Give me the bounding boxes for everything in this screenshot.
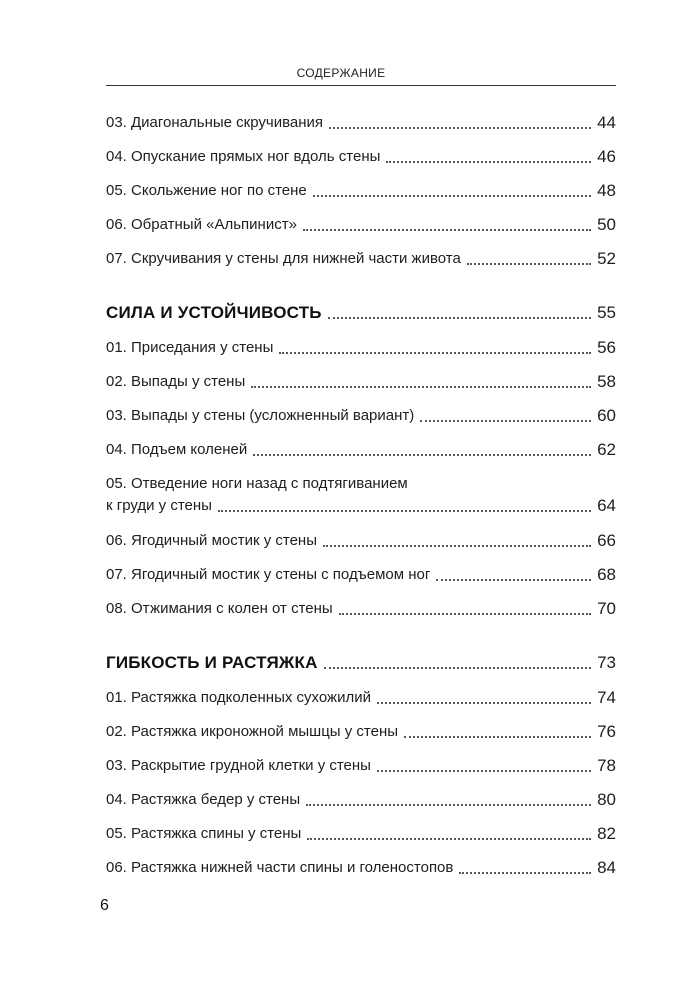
dot-leader — [420, 420, 591, 422]
toc-entry-page: 52 — [597, 249, 616, 268]
dot-leader — [386, 161, 591, 163]
toc-entry[interactable] — [106, 722, 616, 742]
toc-entry[interactable] — [106, 531, 616, 551]
toc-entry-page: 58 — [597, 372, 616, 391]
toc-entry[interactable] — [106, 790, 616, 810]
dot-leader — [404, 736, 591, 738]
toc-entry-label: 03. Диагональные скручивания — [106, 114, 324, 131]
toc-entry-page: 50 — [597, 215, 616, 234]
toc-entry-label: 05. Растяжка спины у стены — [106, 825, 302, 842]
toc-entry-label: 02. Выпады у стены — [106, 373, 246, 390]
dot-leader — [328, 317, 591, 319]
dot-leader — [459, 872, 591, 874]
toc-entry-label: 06. Обратный «Альпинист» — [106, 216, 297, 233]
dot-leader — [306, 804, 591, 806]
toc-entry-label: 07. Скручивания у стены для нижней части живота — [106, 250, 461, 267]
toc-entry[interactable] — [106, 181, 616, 201]
toc-entry-page: 66 — [597, 531, 616, 550]
toc-entry[interactable] — [106, 599, 616, 619]
toc-entry-label: 01. Растяжка подколенных сухожилий — [106, 689, 371, 706]
toc-entry-label: 04. Опускание прямых ног вдоль стены — [106, 148, 381, 165]
section-page: 55 — [597, 303, 616, 322]
toc-entry-page: 62 — [597, 440, 616, 459]
dot-leader — [323, 545, 591, 547]
dot-leader — [339, 613, 591, 615]
running-header: СОДЕРЖАНИЕ — [296, 66, 386, 80]
toc-entry[interactable] — [106, 496, 616, 516]
dot-leader — [329, 127, 591, 129]
toc-entry-label: 03. Раскрытие грудной клетки у стены — [106, 757, 371, 774]
toc-entry[interactable] — [106, 824, 616, 844]
toc-entry[interactable] — [106, 565, 616, 585]
toc-entry-page: 44 — [597, 113, 616, 132]
dot-leader — [313, 195, 591, 197]
toc-section-heading[interactable] — [106, 303, 616, 323]
toc-entry[interactable] — [106, 147, 616, 167]
toc-entry[interactable] — [106, 249, 616, 269]
toc-entry-label: 04. Подъем коленей — [106, 441, 248, 458]
dot-leader — [307, 838, 591, 840]
dot-leader — [377, 770, 591, 772]
section-page: 73 — [597, 653, 616, 672]
header-rule — [106, 85, 616, 86]
toc-entry-page: 76 — [597, 722, 616, 741]
toc-entry-page: 68 — [597, 565, 616, 584]
dot-leader — [377, 702, 591, 704]
toc-entry[interactable] — [106, 688, 616, 708]
dot-leader — [467, 263, 591, 265]
dot-leader — [218, 510, 591, 512]
toc-entry-label: 08. Отжимания с колен от стены — [106, 600, 333, 617]
toc-entry-page: 74 — [597, 688, 616, 707]
toc-entry-label: 04. Растяжка бедер у стены — [106, 791, 301, 808]
toc-entry-page: 80 — [597, 790, 616, 809]
page-number: 6 — [100, 897, 109, 914]
toc-entry[interactable] — [106, 406, 616, 426]
toc-entry-page: 78 — [597, 756, 616, 775]
toc-entry-page: 64 — [597, 496, 616, 515]
dot-leader — [253, 454, 591, 456]
toc-entry[interactable] — [106, 756, 616, 776]
section-title: СИЛА И УСТОЙЧИВОСТЬ — [106, 303, 322, 322]
toc-entry-page: 48 — [597, 181, 616, 200]
dot-leader — [251, 386, 591, 388]
dot-leader — [303, 229, 591, 231]
toc-entry-page: 82 — [597, 824, 616, 843]
toc-entry[interactable] — [106, 113, 616, 133]
toc-entry-label: 03. Выпады у стены (усложненный вариант) — [106, 407, 415, 424]
toc-entry-label: 05. Скольжение ног по стене — [106, 182, 307, 199]
dot-leader — [279, 352, 591, 354]
toc-entry-label: к груди у стены — [106, 497, 212, 514]
toc-entry-label: 06. Растяжка нижней части спины и голеностопов — [106, 859, 454, 876]
toc-entry-page: 56 — [597, 338, 616, 357]
toc-entry-first-line[interactable]: 05. Отведение ноги назад с подтягиванием — [106, 475, 408, 492]
toc-entry[interactable] — [106, 215, 616, 235]
toc-entry-page: 70 — [597, 599, 616, 618]
toc-entry-label: 02. Растяжка икроножной мышцы у стены — [106, 723, 399, 740]
toc-entry-label: 07. Ягодичный мостик у стены с подъемом ног — [106, 566, 431, 583]
dot-leader — [324, 667, 592, 669]
toc-entry[interactable] — [106, 372, 616, 392]
toc-entry-page: 46 — [597, 147, 616, 166]
toc-entry-label: 01. Приседания у стены — [106, 339, 274, 356]
toc-entry[interactable] — [106, 338, 616, 358]
dot-leader — [436, 579, 591, 581]
toc-entry-page: 84 — [597, 858, 616, 877]
toc-entry-page: 60 — [597, 406, 616, 425]
toc-entry[interactable] — [106, 858, 616, 878]
toc-entry[interactable] — [106, 440, 616, 460]
section-title: ГИБКОСТЬ И РАСТЯЖКА — [106, 653, 318, 672]
toc-section-heading[interactable] — [106, 653, 616, 673]
toc-entry-label: 06. Ягодичный мостик у стены — [106, 532, 317, 549]
